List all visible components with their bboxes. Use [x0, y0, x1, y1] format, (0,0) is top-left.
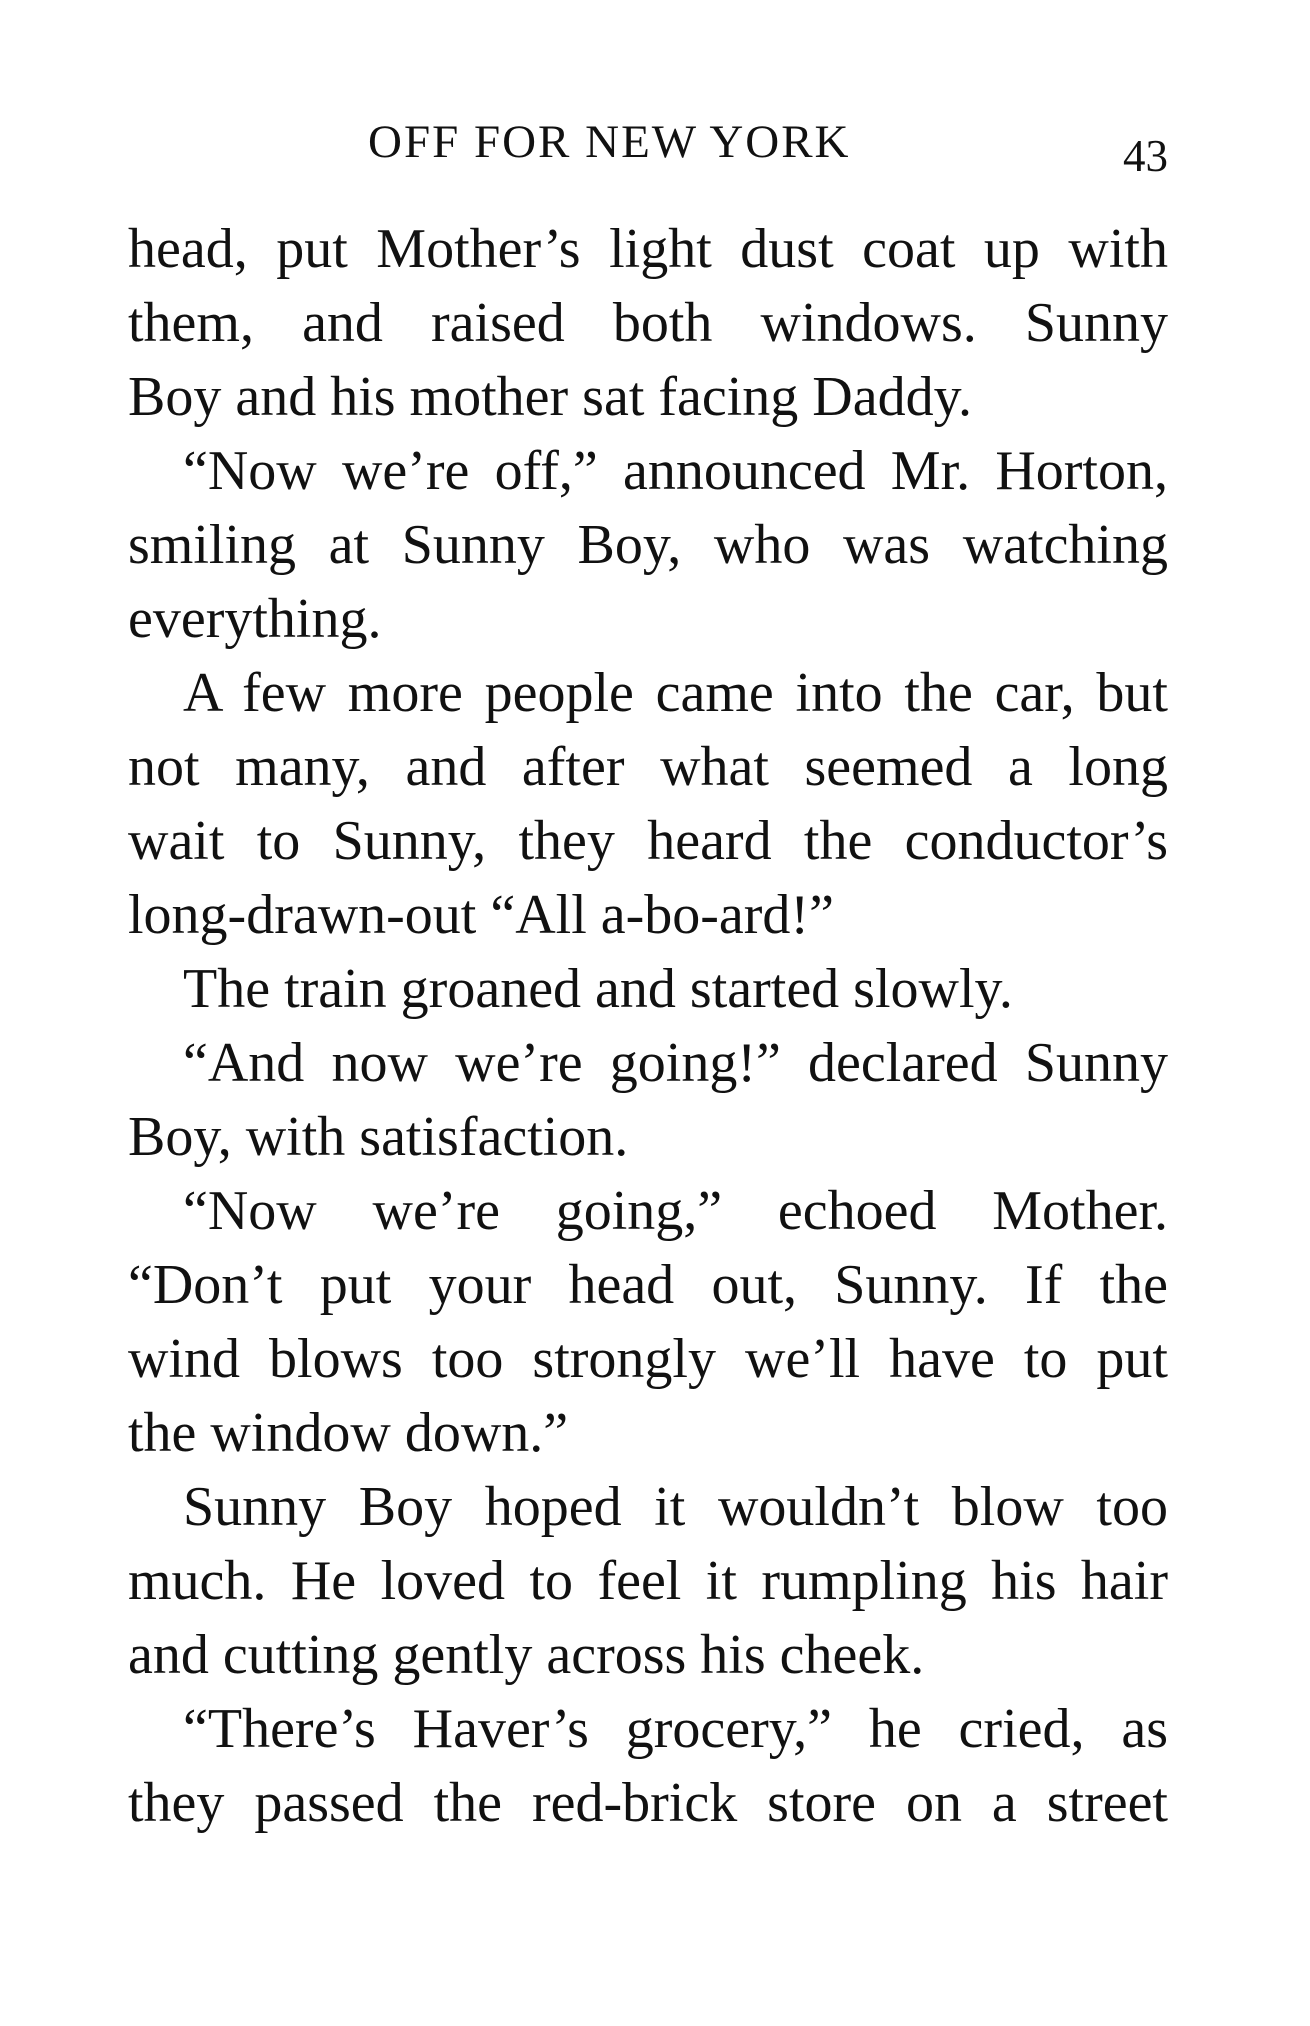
- text-line: the window down.”: [128, 1402, 569, 1464]
- page-number: 43: [1123, 131, 1168, 181]
- text-line: long-drawn-out “All a-bo-ard!”: [128, 884, 834, 946]
- text-line: much. He loved to feel it rumpling his hair: [128, 1550, 1168, 1612]
- text-line: head, put Mother’s light dust coat up with: [128, 218, 1168, 280]
- text-line: and cutting gently across his cheek.: [128, 1624, 925, 1686]
- text-line: “And now we’re going!” declared Sunny: [183, 1032, 1168, 1094]
- body-text: [128, 212, 1168, 1840]
- running-title: OFF FOR NEW YORK: [368, 116, 851, 168]
- text-line: Boy, with satisfaction.: [128, 1106, 629, 1168]
- text-line: A few more people came into the car, but: [183, 662, 1168, 724]
- text-line: The train groaned and started slowly.: [183, 958, 1013, 1020]
- text-line: Boy and his mother sat facing Daddy.: [128, 366, 972, 428]
- text-line: wind blows too strongly we’ll have to put: [128, 1328, 1168, 1390]
- text-line: “There’s Haver’s grocery,” he cried, as: [183, 1698, 1168, 1760]
- text-line: them, and raised both windows. Sunny: [128, 292, 1168, 354]
- text-line: “Now we’re off,” announced Mr. Horton,: [183, 440, 1168, 502]
- text-line: “Don’t put your head out, Sunny. If the: [128, 1254, 1168, 1316]
- text-line: everything.: [128, 588, 382, 650]
- running-header: [128, 112, 1168, 181]
- text-line: smiling at Sunny Boy, who was watching: [128, 514, 1168, 576]
- text-line: wait to Sunny, they heard the conductor’s: [128, 810, 1168, 872]
- text-line: they passed the red-brick store on a street: [128, 1772, 1168, 1834]
- text-line: not many, and after what seemed a long: [128, 736, 1168, 798]
- text-line: Sunny Boy hoped it wouldn’t blow too: [183, 1476, 1168, 1538]
- text-line: “Now we’re going,” echoed Mother.: [183, 1180, 1168, 1242]
